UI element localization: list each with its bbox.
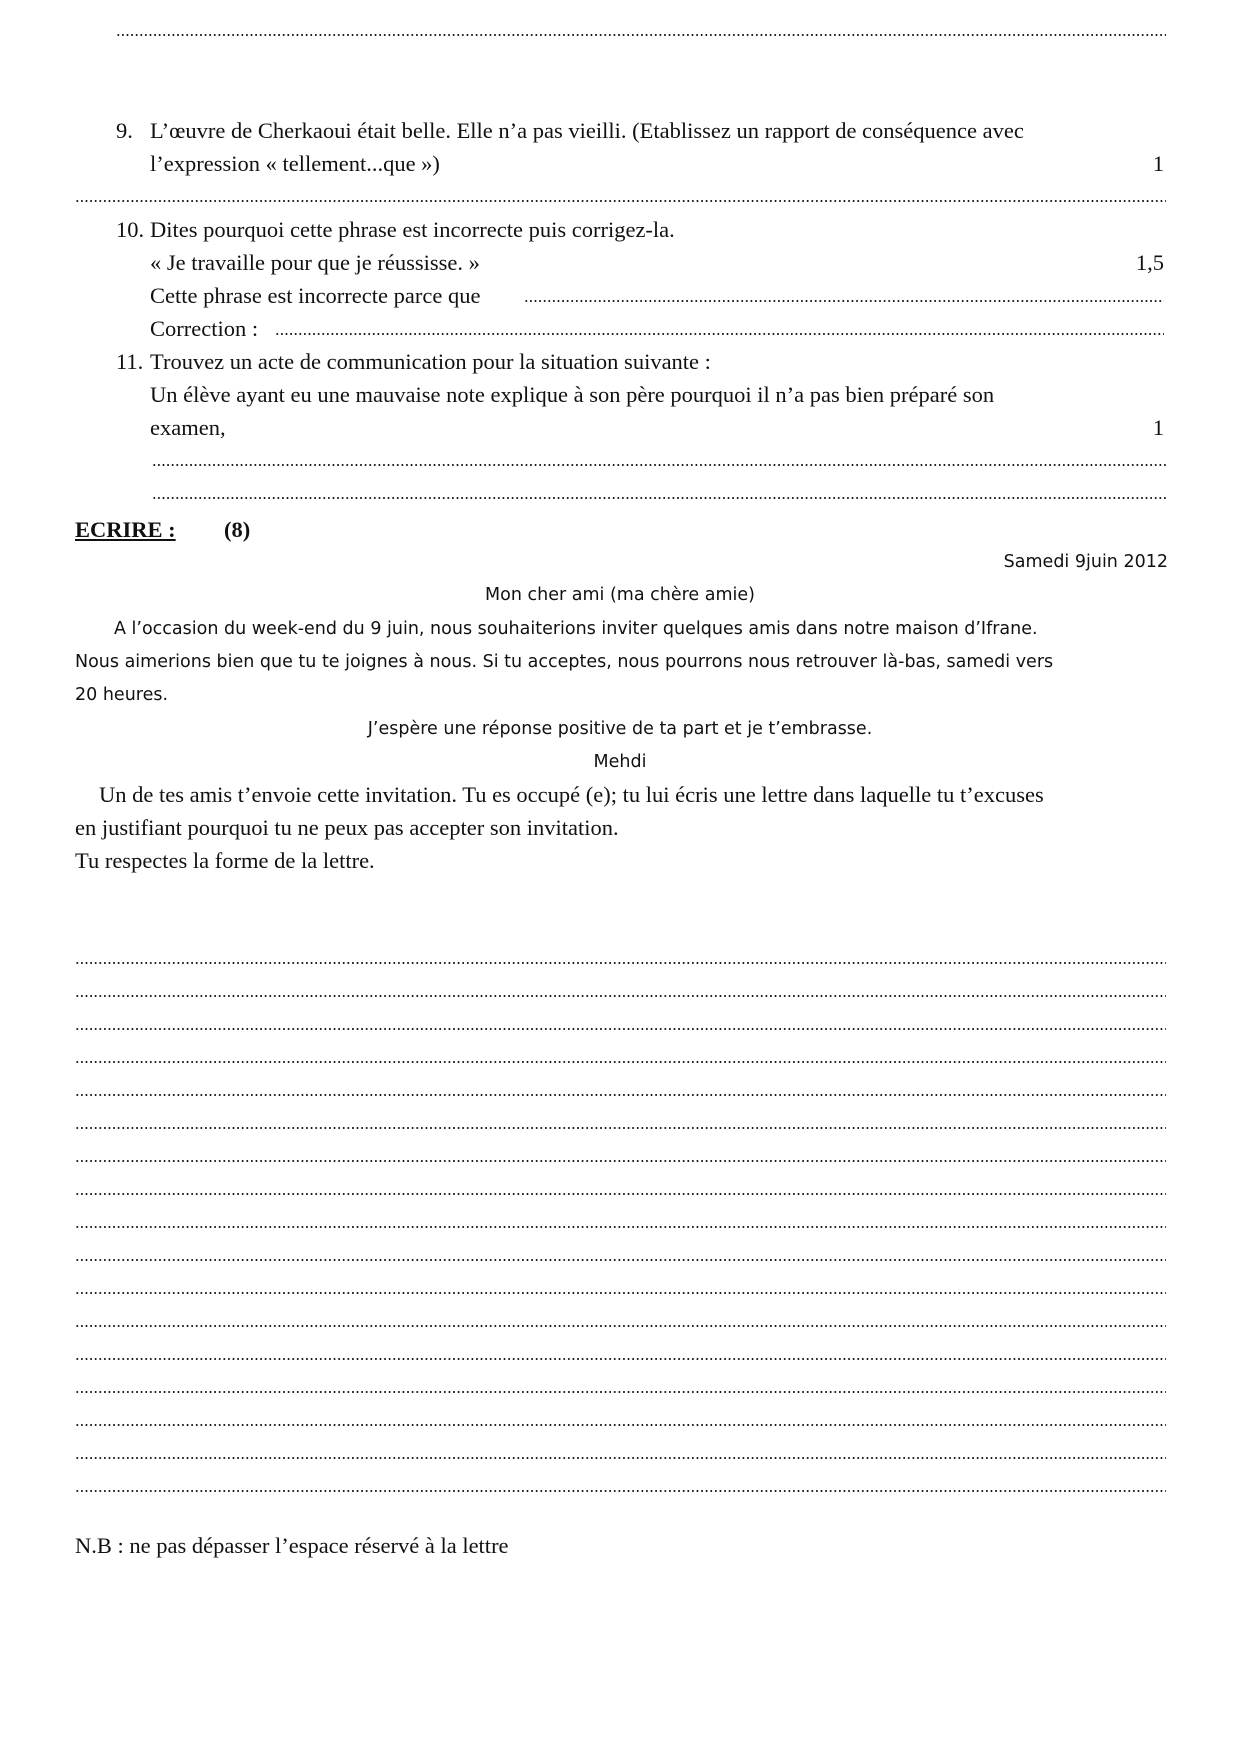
question-11-answer-line[interactable] [152,464,1166,466]
letter-signature: Mehdi [593,752,647,772]
ecrire-score: (8) [224,517,251,542]
letter-salutation: Mon cher ami (ma chère amie) [485,585,755,605]
writing-line[interactable] [75,1193,1166,1195]
writing-line[interactable] [75,1259,1166,1261]
question-10-reason-answer-line[interactable] [524,300,1164,302]
question-10-points: 1,5 [1135,250,1164,275]
writing-line[interactable] [75,1292,1166,1294]
letter-closing: J’espère une réponse positive de ta part et je t’embrasse. [367,719,873,739]
question-10-text-line1: Dites pourquoi cette phrase est incorrecte puis corrigez-la. [150,217,675,242]
writing-line[interactable] [75,1490,1166,1492]
question-10-sentence: « Je travaille pour que je réussisse. » [150,250,480,275]
writing-line[interactable] [75,1160,1166,1162]
question-11-number: 11. [116,349,144,374]
letter-body-line3: 20 heures. [75,685,169,705]
writing-line[interactable] [75,1061,1166,1063]
writing-line[interactable] [75,1424,1166,1426]
question-10-reason-prefix: Cette phrase est incorrecte parce que [150,283,481,308]
writing-line[interactable] [75,1028,1166,1030]
writing-line[interactable] [75,962,1166,964]
question-11-text-line3: examen, [150,415,226,440]
question-9-text-line2: l’expression « tellement...que ») [150,151,440,176]
writing-line[interactable] [75,1094,1166,1096]
writing-line[interactable] [75,995,1166,997]
writing-line[interactable] [75,1226,1166,1228]
instructions-line1: Un de tes amis t’envoie cette invitation. Tu es occupé (e); tu lui écris une lettre dans laquelle tu t’excuses [99,782,1044,807]
answer-line[interactable] [116,34,1166,36]
question-11-text-line1: Trouvez un acte de communication pour la situation suivante : [150,349,711,374]
letter-body-line1: A l’occasion du week-end du 9 juin, nous souhaiterions inviter quelques amis dans notre maison d’Ifrane. [114,619,1038,639]
instructions-line2: en justifiant pourquoi tu ne peux pas accepter son invitation. [75,815,619,840]
writing-line[interactable] [75,1127,1166,1129]
ecrire-heading: ECRIRE : [75,517,176,542]
question-11-points: 1 [1152,415,1164,440]
nb-note: N.B : ne pas dépasser l’espace réservé à la lettre [75,1533,509,1558]
letter-date: Samedi 9juin 2012 [1003,552,1168,572]
question-10-correction-prefix: Correction : [150,316,259,341]
question-11-text-line2: Un élève ayant eu une mauvaise note explique à son père pourquoi il n’a pas bien préparé son [150,382,995,407]
writing-line[interactable] [75,1391,1166,1393]
question-10-number: 10. [116,217,145,242]
question-11-answer-line[interactable] [152,497,1166,499]
writing-line[interactable] [75,1457,1166,1459]
question-10-correction-answer-line[interactable] [275,333,1164,335]
writing-line[interactable] [75,1325,1166,1327]
question-9-answer-line[interactable] [75,200,1166,202]
question-9-number: 9. [116,118,133,143]
question-9-text-line1: L’œuvre de Cherkaoui était belle. Elle n’a pas vieilli. (Etablissez un rapport de conséquence avec [150,118,1024,143]
writing-line[interactable] [75,1358,1166,1360]
letter-body-line2: Nous aimerions bien que tu te joignes à nous. Si tu acceptes, nous pourrons nous retrouver là-bas, samedi vers [75,652,1054,672]
question-9-points: 1 [1152,151,1164,176]
instructions-line3: Tu respectes la forme de la lettre. [75,848,375,873]
